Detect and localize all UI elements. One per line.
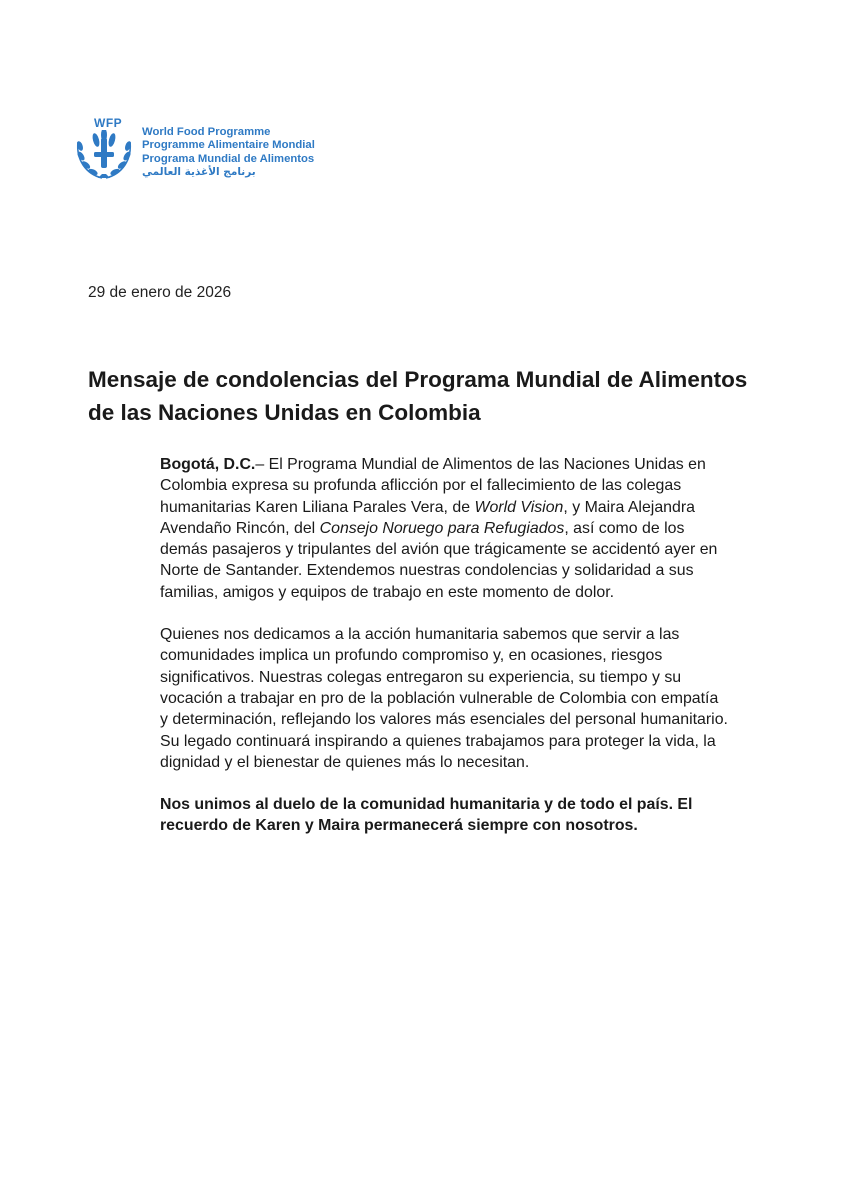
wfp-acronym: WFP <box>94 116 123 130</box>
paragraph-1-text-a: – El Programa Mundial de Alimentos de las Naciones Unidas en Colombia expresa su profunda aflicción por el fallecimiento de las colegas humanitarias Karen Liliana Parales Vera, de <box>160 456 706 516</box>
document-date: 29 de enero de 2026 <box>88 284 232 301</box>
location-dateline: Bogotá, D.C. <box>160 456 256 473</box>
wfp-names <box>142 126 315 180</box>
paragraph-1 <box>160 454 730 603</box>
wfp-name-fr: Programme Alimentaire Mondial <box>142 139 315 152</box>
paragraph-2: Quienes nos dedicamos a la acción humanitaria sabemos que servir a las comunidades implica un profundo compromiso y, en ocasiones, riesgos significativos. Nuestras colegas entregaron su experiencia, su tiempo y su vocación a trabajar en pro de la población vulnerable de Colombia con empatía y determinación, reflejando los valores más esenciales del personal humanitario. Su legado continuará inspirando a quienes trabajamos para proteger la vida, la dignidad y el bienestar de quienes más lo necesitan. <box>160 626 728 771</box>
wfp-name-en: World Food Programme <box>142 126 271 138</box>
document-title: Mensaje de condolencias del Programa Mundial de Alimentos de las Naciones Unidas en Colombia <box>88 367 748 425</box>
wfp-logo <box>72 116 315 186</box>
closing-paragraph: Nos unimos al duelo de la comunidad humanitaria y de todo el país. El recuerdo de Karen y Maira permanecerá siempre con nosotros. <box>160 796 693 835</box>
paragraph-1-text-b: , y Maira Alejandra Avendaño Rincón, del <box>160 498 695 537</box>
org-world-vision: World Vision <box>474 498 564 516</box>
wfp-name-es: Programa Mundial de Alimentos <box>142 152 315 165</box>
document-body <box>160 454 730 858</box>
org-nrc: Consejo Noruego para Refugiados <box>319 519 565 537</box>
paragraph-1-text-c: , así como de los demás pasajeros y tripulantes del avión que trágicamente se accidentó ayer en Norte de Santander. Extendemos nuestras condolencias y solidaridad a sus familias, amigos y equipos de trabajo en este momento de dolor. <box>160 519 718 601</box>
wfp-name-ar: برنامج الأغذية العالمي <box>142 166 256 179</box>
